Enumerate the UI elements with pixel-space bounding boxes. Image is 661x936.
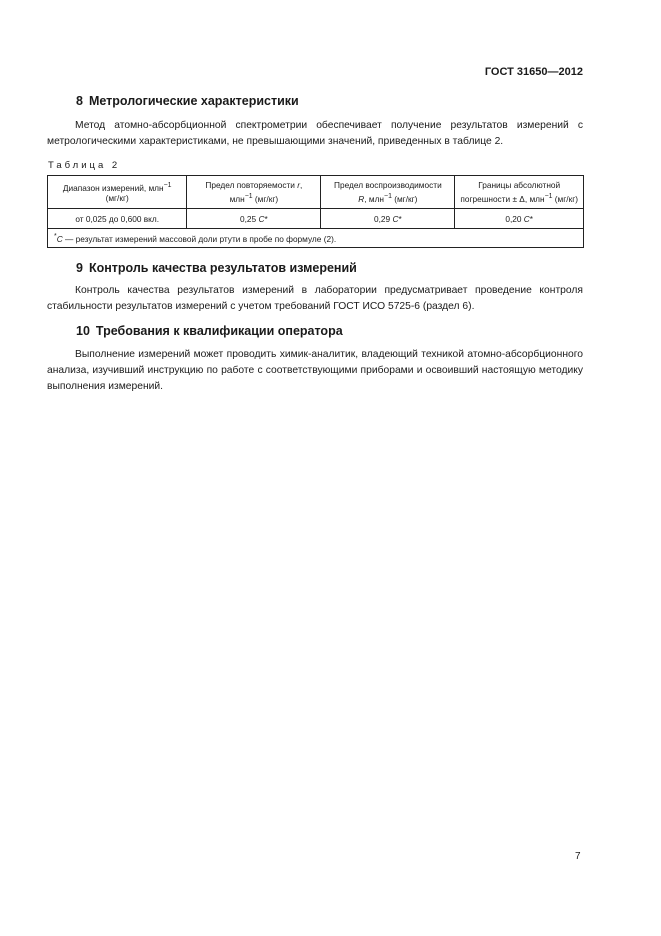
table-row	[48, 209, 584, 229]
header-reproducibility: Предел воспроизводимости R, млн$^{-1}$ (мг/кг)	[321, 176, 455, 209]
document-code: ГОСТ 31650—2012	[484, 66, 583, 78]
cell-error-bounds: 0,20 C*	[455, 209, 584, 229]
section-10-title: Требования к квалификации оператора	[95, 324, 343, 338]
page-number: 7	[575, 851, 581, 862]
section-10-heading	[76, 324, 343, 338]
section-10-text: Выполнение измерений может проводить химик-аналитик, владеющий техникой атомно-абсорбционного анализа, изучивший инструкцию по работе с соответствующими приборами и освоивший настоящую методику выполнения измерений.	[47, 349, 583, 392]
section-8-text: Метод атомно-абсорбционной спектрометрии обеспечивает получение результатов измерений с метрологическими характеристиками, не превышающими значений, приведенных в таблице 2.	[47, 120, 583, 147]
table-label: Таблица 2	[48, 160, 121, 171]
section-10-number: 10	[76, 324, 90, 338]
header-error-bounds: Границы абсолютной погрешности ± Δ, млн$^{-1}$ (мг/кг)	[455, 176, 584, 209]
section-9-title: Контроль качества результатов измерений	[88, 261, 357, 275]
section-8-heading	[76, 94, 299, 108]
section-8-title: Метрологические характеристики	[88, 94, 299, 108]
cell-repeatability: 0,25 C*	[187, 209, 321, 229]
metrics-table	[47, 175, 584, 248]
section-9-heading	[76, 261, 357, 275]
section-8-number: 8	[76, 94, 83, 108]
table-header-row	[48, 176, 584, 209]
cell-range: от 0,025 до 0,600 вкл.	[48, 209, 187, 229]
section-9-number: 9	[76, 261, 83, 275]
section-9-text: Контроль качества результатов измерений в лаборатории предусматривает проведение контроля стабильности результатов измерений с учетом требований ГОСТ ИСО 5725-6 (раздел 6).	[47, 285, 583, 312]
header-range: Диапазон измерений, млн$^{-1}$ (мг/кг)	[48, 176, 187, 209]
cell-reproducibility: 0,29 C*	[321, 209, 455, 229]
header-repeatability: Предел повторяемости r, млн$^{-1}$ (мг/кг)	[187, 176, 321, 209]
table-footnote: *C — результат измерений массовой доли ртути в пробе по формуле (2).	[48, 229, 584, 248]
table-footnote-row	[48, 229, 584, 248]
